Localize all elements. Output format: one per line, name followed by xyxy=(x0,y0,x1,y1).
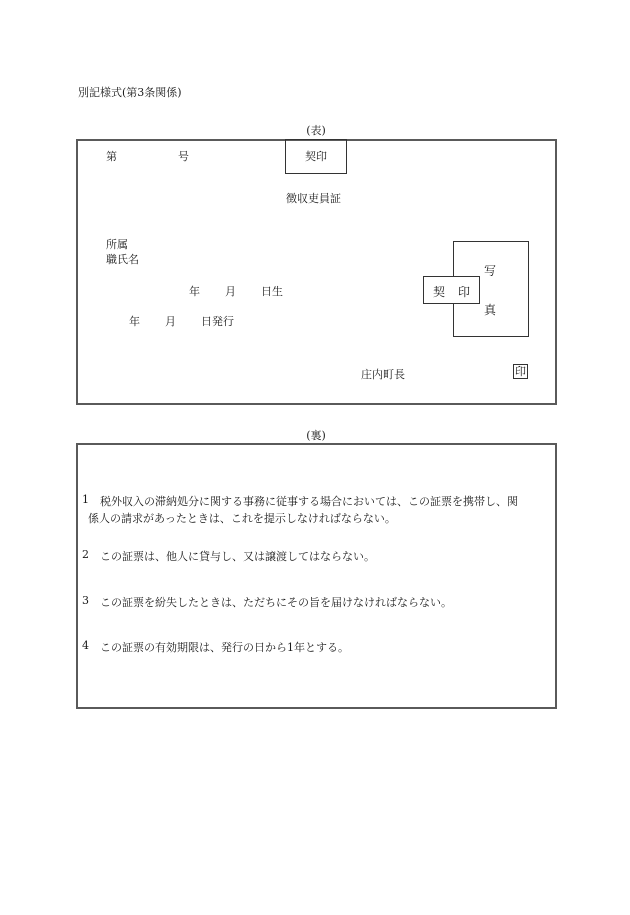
photo-char-bottom: 真 xyxy=(484,303,497,317)
mayor-label: 庄内町長 xyxy=(361,368,405,381)
item-1-line-1: 税外収入の滞納処分に関する事務に従事する場合においては、この証票を携帯し、関 xyxy=(100,495,518,508)
item-2-text: この証票は、他人に貸与し、又は譲渡してはならない。 xyxy=(100,550,375,563)
item-4-text: この証票の有効期限は、発行の日から1年とする。 xyxy=(100,641,349,654)
photo-seal-char-2: 印 xyxy=(458,285,471,299)
item-3-text: この証票を紛失したときは、ただちにその旨を届けなければならない。 xyxy=(100,596,452,609)
photo-seal-char-1: 契 xyxy=(433,285,446,299)
seal-top-label: 契印 xyxy=(305,150,327,163)
issue-month: 月 xyxy=(165,315,176,328)
affiliation-label: 所属 xyxy=(106,238,128,251)
birth-year: 年 xyxy=(189,285,200,298)
issue-day: 日発行 xyxy=(201,315,234,328)
photo-char-top: 写 xyxy=(484,264,497,278)
card-title: 徴収吏員証 xyxy=(286,192,341,205)
number-suffix: 号 xyxy=(178,150,189,163)
issue-year: 年 xyxy=(129,315,140,328)
item-1-number: 1 xyxy=(82,493,89,506)
number-prefix: 第 xyxy=(106,150,117,163)
page-header-title: 別記様式(第3条関係) xyxy=(78,86,182,99)
photo-seal-box xyxy=(423,276,480,304)
back-card xyxy=(76,443,557,709)
item-3-number: 3 xyxy=(82,594,89,607)
position-name-label: 職氏名 xyxy=(106,253,139,266)
birth-day: 日生 xyxy=(261,285,283,298)
item-4-number: 4 xyxy=(82,639,89,652)
back-caption: (裏) xyxy=(306,429,326,442)
item-1-line-2: 係人の請求があったときは、これを提示しなければならない。 xyxy=(88,512,396,525)
birth-month: 月 xyxy=(225,285,236,298)
front-caption: (表) xyxy=(306,124,326,137)
stamp-mark: 印 xyxy=(515,365,526,378)
item-2-number: 2 xyxy=(82,548,89,561)
